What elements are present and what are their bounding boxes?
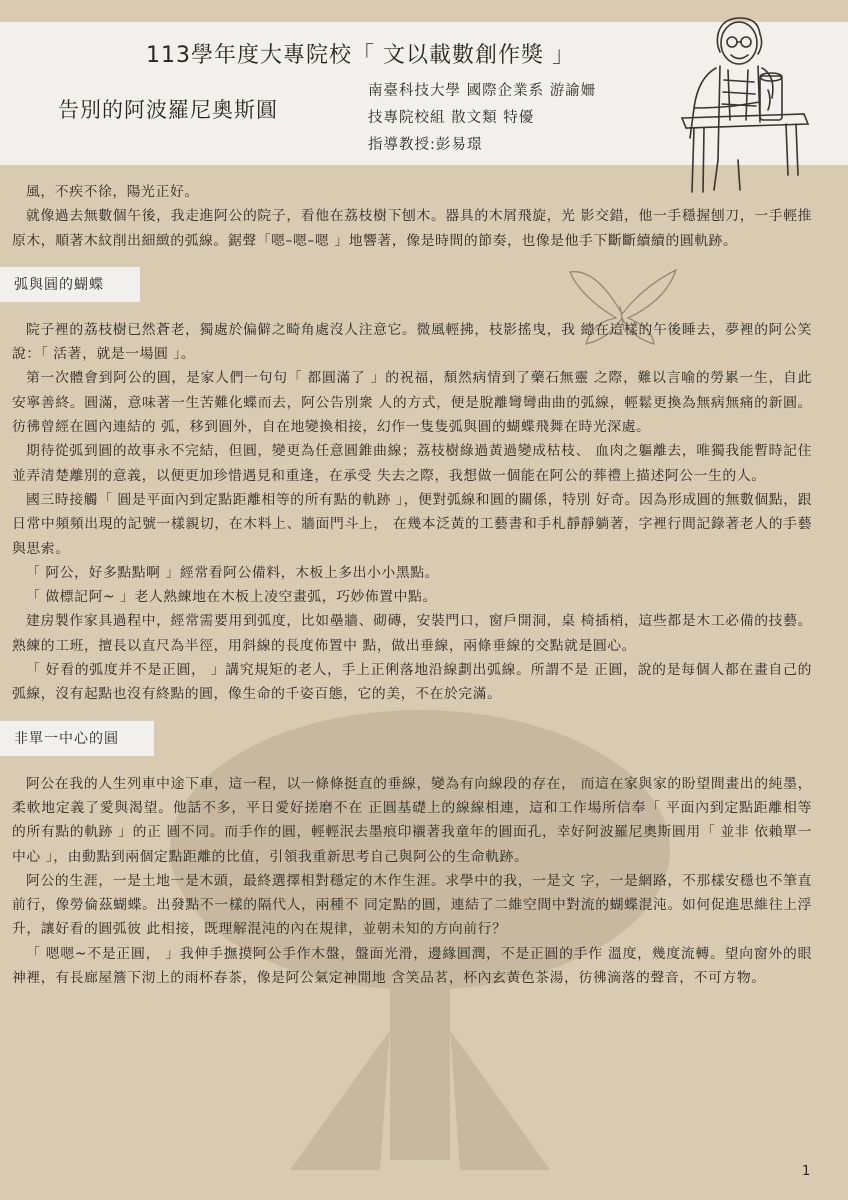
advisor-line: 指導教授:彭易璟 [368, 137, 483, 153]
body-paragraph: 「 好看的弧度并不是正圓， 」講究規矩的老人，手上正俐落地沿線劃出弧線。所謂不是 正圓，說的是每個人都在畫自己的弧線，沒有起點也沒有終點的圓，像生命的千姿百態，它的美，不在於完滿。 [12, 662, 812, 703]
body-paragraph: 院子裡的荔枝樹已然蒼老，獨處於偏僻之畸角處沒人注意它。微風輕拂，枝影搖曳，我 總在這樣的午後睡去，夢裡的阿公笑說：「 活著，就是一場圓 」。 [12, 321, 812, 363]
section-heading: 非單一中心的圓 [0, 721, 154, 756]
body-paragraph: 「 做標記阿~ 」老人熟練地在木板上凌空畫弧，巧妙佈置中點。 [26, 589, 437, 606]
body-paragraph: 阿公在我的人生列車中途下車，這一程，以一條條挺直的垂線，變為有向線段的存在， 而這在家與家的盼望間畫出的純墨，柔軟地定義了愛與渴望。他話不多，平日愛好搓磨不在 正圓基礎上的線線相連，這和工作場所信奉「 平面內到定點距離相等的所有點的軌跡 」的正 圓不同。而手作的圓，輕輕泯去墨痕印襯著我童年的圓面孔，幸好阿波羅尼奧斯圓用「 並非 依賴單一中心 」，由動點到兩個定點距離的比值，引領我重新思考自己與阿公的生命軌跡。 [12, 775, 812, 865]
page-title: 113學年度大專院校「 文以載數創作獎 」 [146, 43, 575, 68]
intro-paragraph: 就像過去無數個午後，我走進阿公的院子，看他在荔枝樹下刨木。器具的木屑飛旋，光 影交錯，他一手穩握刨刀，一手輕推原木，順著木紋削出細緻的弧線。鋸聲「嗯–嗯–嗯 」地響著，像是時間的節奏，也像是他手下斷斷續續的圓軌跡。 [12, 208, 812, 249]
body-paragraph: 第一次體會到阿公的圓，是家人們一句句「 都圓滿了 」的祝福，頹然病情到了藥石無靈 之際，難以言喻的勞累一生，自此安寧善終。圓滿，意味著一生苦難化蝶而去，阿公告別衆 人的方式，便是脫離彎彎曲曲的弧線，輕鬆更換為無病無痛的新圓。彷彿曾經在圓內連結的 弧，移到圓外，自在地變換相接，幻作一隻隻弧與圓的蝴蝶飛舞在時光深處。 [12, 370, 812, 436]
body-paragraph: 「 阿公，好多點點啊 」經常看阿公備料，木板上多出小小黑點。 [26, 564, 440, 581]
intro-paragraph: 風，不疾不徐，陽光正好。 [26, 184, 199, 200]
essay-title: 告別的阿波羅尼奧斯圓 [58, 98, 278, 122]
page-number: 1 [802, 1164, 811, 1179]
body-paragraph: 國三時接觸「 圓是平面內到定點距離相等的所有點的軌跡 」，便對弧線和圓的關係，特別 好奇。因為形成圓的無數個點，跟日常中頻頻出現的記號一樣親切，在木料上、牆面門斗上， 在幾本泛黃的工藝書和手札靜靜躺著，字裡行間記錄著老人的手藝與思索。 [12, 491, 812, 557]
body-paragraph: 「 嗯嗯~不是正圓， 」我伸手撫摸阿公手作木盤，盤面光滑，邊緣圓潤，不是正圓的手作 溫度，幾度流轉。望向窗外的眼神裡，有長廊屋簷下沏上的雨杯春茶，像是阿公氣定神閒地 含笑品茗，杯內玄黃色茶湯，彷彿滴落的聲音，不可方物。 [12, 945, 812, 987]
woodworker-illustration [668, 10, 818, 195]
award-line: 技專院校組 散文類 特優 [368, 110, 535, 126]
body-paragraph: 阿公的生涯，一是土地一是木頭，最終選擇相對穩定的木作生涯。求學中的我，一是文 字，一是網路，不那樣安穩也不筆直前行，像勞倫茲蝴蝶。出發點不一樣的隔代人，兩種不 同定點的圓，連結了二維空間中對流的蝴蝶混沌。如何促進思維往上浮升，讓好看的圓弧彼 此相接，既理解混沌的內在規律，並朝未知的方向前行？ [12, 872, 812, 938]
body-paragraph: 建房製作家具過程中，經常需要用到弧度，比如壘牆、砌磚，安裝門口，窗戶開洞，桌 椅插梢，這些都是木工必備的技藝。熟練的工班，擅長以直尺為半徑，用斜線的長度佈置中 點，做出垂線，兩條垂線的交點就是圓心。 [12, 613, 812, 654]
body-paragraph: 期待從弧到圓的故事永不完結，但圓，變更為任意圓錐曲線；荔枝樹綠過黃過變成枯枝、 血肉之軀離去，唯獨我能暫時記住並弄清楚離別的意義，以便更加珍惜遇見和重逢，在承受 失去之際，我想做一個能在阿公的葬禮上描述阿公一生的人。 [12, 443, 812, 484]
author-line: 南臺科技大學 國際企業系 游諭姍 [368, 83, 597, 99]
author-info [368, 78, 596, 159]
section-heading: 弧與圓的蝴蝶 [0, 267, 140, 302]
essay-body [12, 180, 812, 990]
